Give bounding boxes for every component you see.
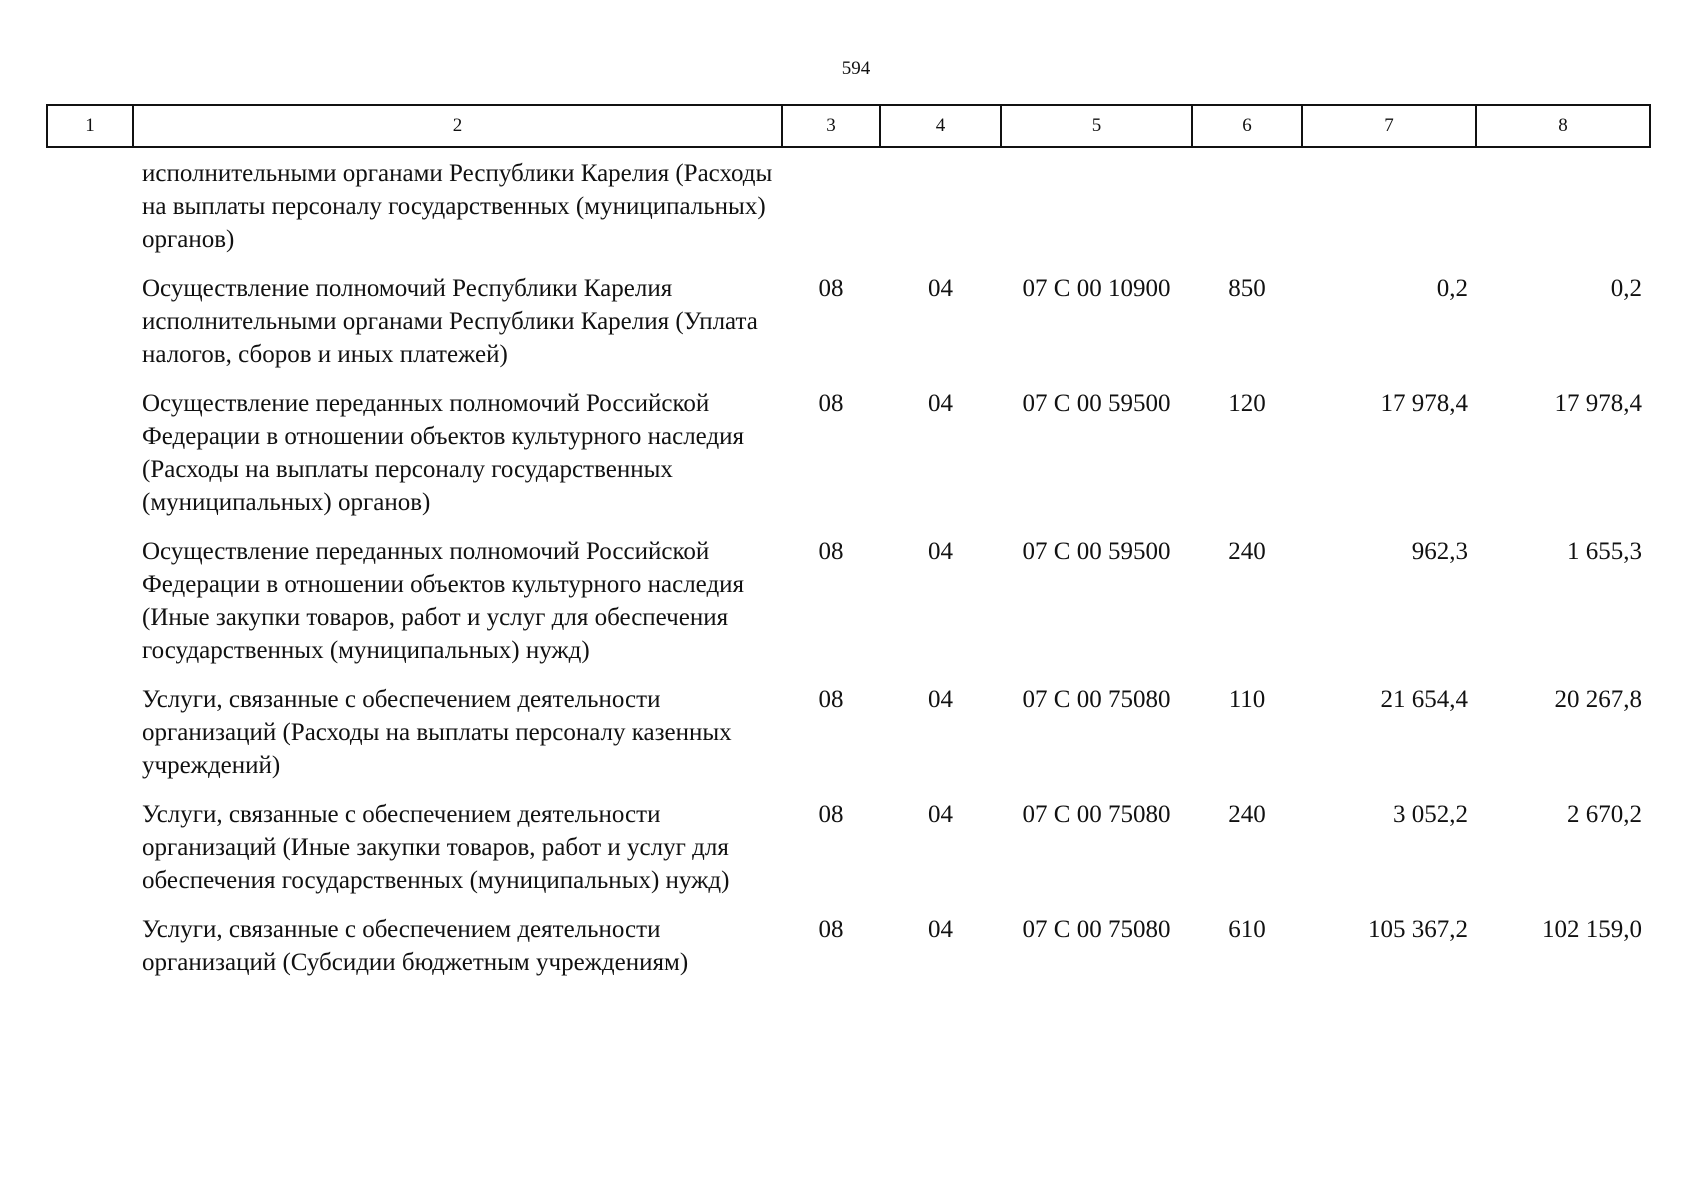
row-number-cell [47, 387, 133, 535]
amount-year-1: 17 978,4 [1380, 390, 1468, 417]
expense-name: Услуги, связанные с обеспечением деятельности организаций (Субсидии бюджетным учреждениям) [142, 916, 689, 976]
page-number: 594 [841, 58, 871, 79]
amount-year-1 [1302, 147, 1476, 272]
target-article-code: 07 С 00 75080 [1022, 801, 1171, 828]
amount-year-2: 102 159,0 [1542, 916, 1642, 943]
column-number-6: 6 [1192, 105, 1302, 147]
table-row [47, 913, 1650, 995]
section-code: 08 [818, 275, 844, 302]
subsection-code: 04 [928, 538, 953, 565]
table-row [47, 535, 1650, 683]
amount-year-1: 105 367,2 [1368, 916, 1468, 943]
column-number-3: 3 [782, 105, 880, 147]
table-row [47, 683, 1650, 798]
table-header [47, 105, 1650, 147]
target-article-code: 07 С 00 75080 [1022, 686, 1171, 713]
row-number-cell [47, 683, 133, 798]
row-number-cell [47, 798, 133, 913]
column-number-5: 5 [1001, 105, 1192, 147]
subsection-code: 04 [928, 275, 953, 302]
expense-name: Осуществление полномочий Республики Карелия исполнительными органами Республики Карелия (Уплата налогов, сборов и иных платежей) [142, 275, 758, 368]
amount-year-2: 0,2 [1610, 275, 1642, 302]
amount-year-1: 0,2 [1436, 275, 1468, 302]
table-row [47, 272, 1650, 387]
table-row [47, 387, 1650, 535]
column-number-7: 7 [1302, 105, 1476, 147]
row-number-cell [47, 272, 133, 387]
column-number-4: 4 [880, 105, 1001, 147]
amount-year-2 [1476, 147, 1650, 272]
amount-year-2: 1 655,3 [1567, 538, 1642, 565]
table-row [47, 147, 1650, 272]
header-row [47, 105, 1650, 147]
amount-year-2: 20 267,8 [1554, 686, 1642, 713]
section-code: 08 [818, 801, 844, 828]
table-body [47, 147, 1650, 995]
column-number-8: 8 [1476, 105, 1650, 147]
expense-type-code: 610 [1228, 916, 1266, 943]
expense-type-code: 110 [1228, 686, 1266, 713]
amount-year-1: 962,3 [1411, 538, 1468, 565]
subsection-code: 04 [928, 686, 953, 713]
section-code: 08 [818, 916, 844, 943]
subsection-code: 04 [928, 390, 953, 417]
subsection-code: 04 [928, 916, 953, 943]
expense-type-code: 240 [1228, 801, 1266, 828]
amount-year-2: 17 978,4 [1554, 390, 1642, 417]
expense-type-code: 240 [1228, 538, 1266, 565]
row-number-cell [47, 147, 133, 272]
table-row [47, 798, 1650, 913]
expense-name: исполнительными органами Республики Карелия (Расходы на выплаты персоналу государственных (муниципальных) органов) [142, 160, 773, 253]
expense-name: Осуществление переданных полномочий Российской Федерации в отношении объектов культурного наследия (Расходы на выплаты персоналу государственных (муниципальных) органов) [142, 390, 745, 516]
expense-type-code: 850 [1228, 275, 1266, 302]
section-code: 08 [818, 390, 844, 417]
target-article-code: 07 С 00 75080 [1022, 916, 1171, 943]
target-article-code: 07 С 00 59500 [1022, 390, 1171, 417]
section-code: 08 [818, 686, 844, 713]
target-article-code [1001, 147, 1192, 272]
expense-name: Услуги, связанные с обеспечением деятельности организаций (Иные закупки товаров, работ и услуг для обеспечения государственных (муниципальных) нужд) [142, 801, 730, 894]
subsection-code: 04 [928, 801, 953, 828]
expense-name: Осуществление переданных полномочий Российской Федерации в отношении объектов культурного наследия (Иные закупки товаров, работ и услуг для обеспечения государственных (муниципальных) нужд) [142, 538, 745, 664]
target-article-code: 07 С 00 59500 [1022, 538, 1171, 565]
row-number-cell [47, 535, 133, 683]
amount-year-1: 3 052,2 [1393, 801, 1468, 828]
column-number-1: 1 [47, 105, 133, 147]
amount-year-2: 2 670,2 [1567, 801, 1642, 828]
target-article-code: 07 С 00 10900 [1022, 275, 1171, 302]
expense-type-code [1192, 147, 1302, 272]
column-number-2: 2 [133, 105, 782, 147]
amount-year-1: 21 654,4 [1380, 686, 1468, 713]
expense-name: Услуги, связанные с обеспечением деятельности организаций (Расходы на выплаты персоналу казенных учреждений) [142, 686, 732, 779]
row-number-cell [47, 913, 133, 995]
expense-type-code: 120 [1228, 390, 1266, 417]
section-code: 08 [818, 538, 844, 565]
budget-table [46, 104, 1651, 995]
section-code [782, 147, 880, 272]
subsection-code [880, 147, 1001, 272]
